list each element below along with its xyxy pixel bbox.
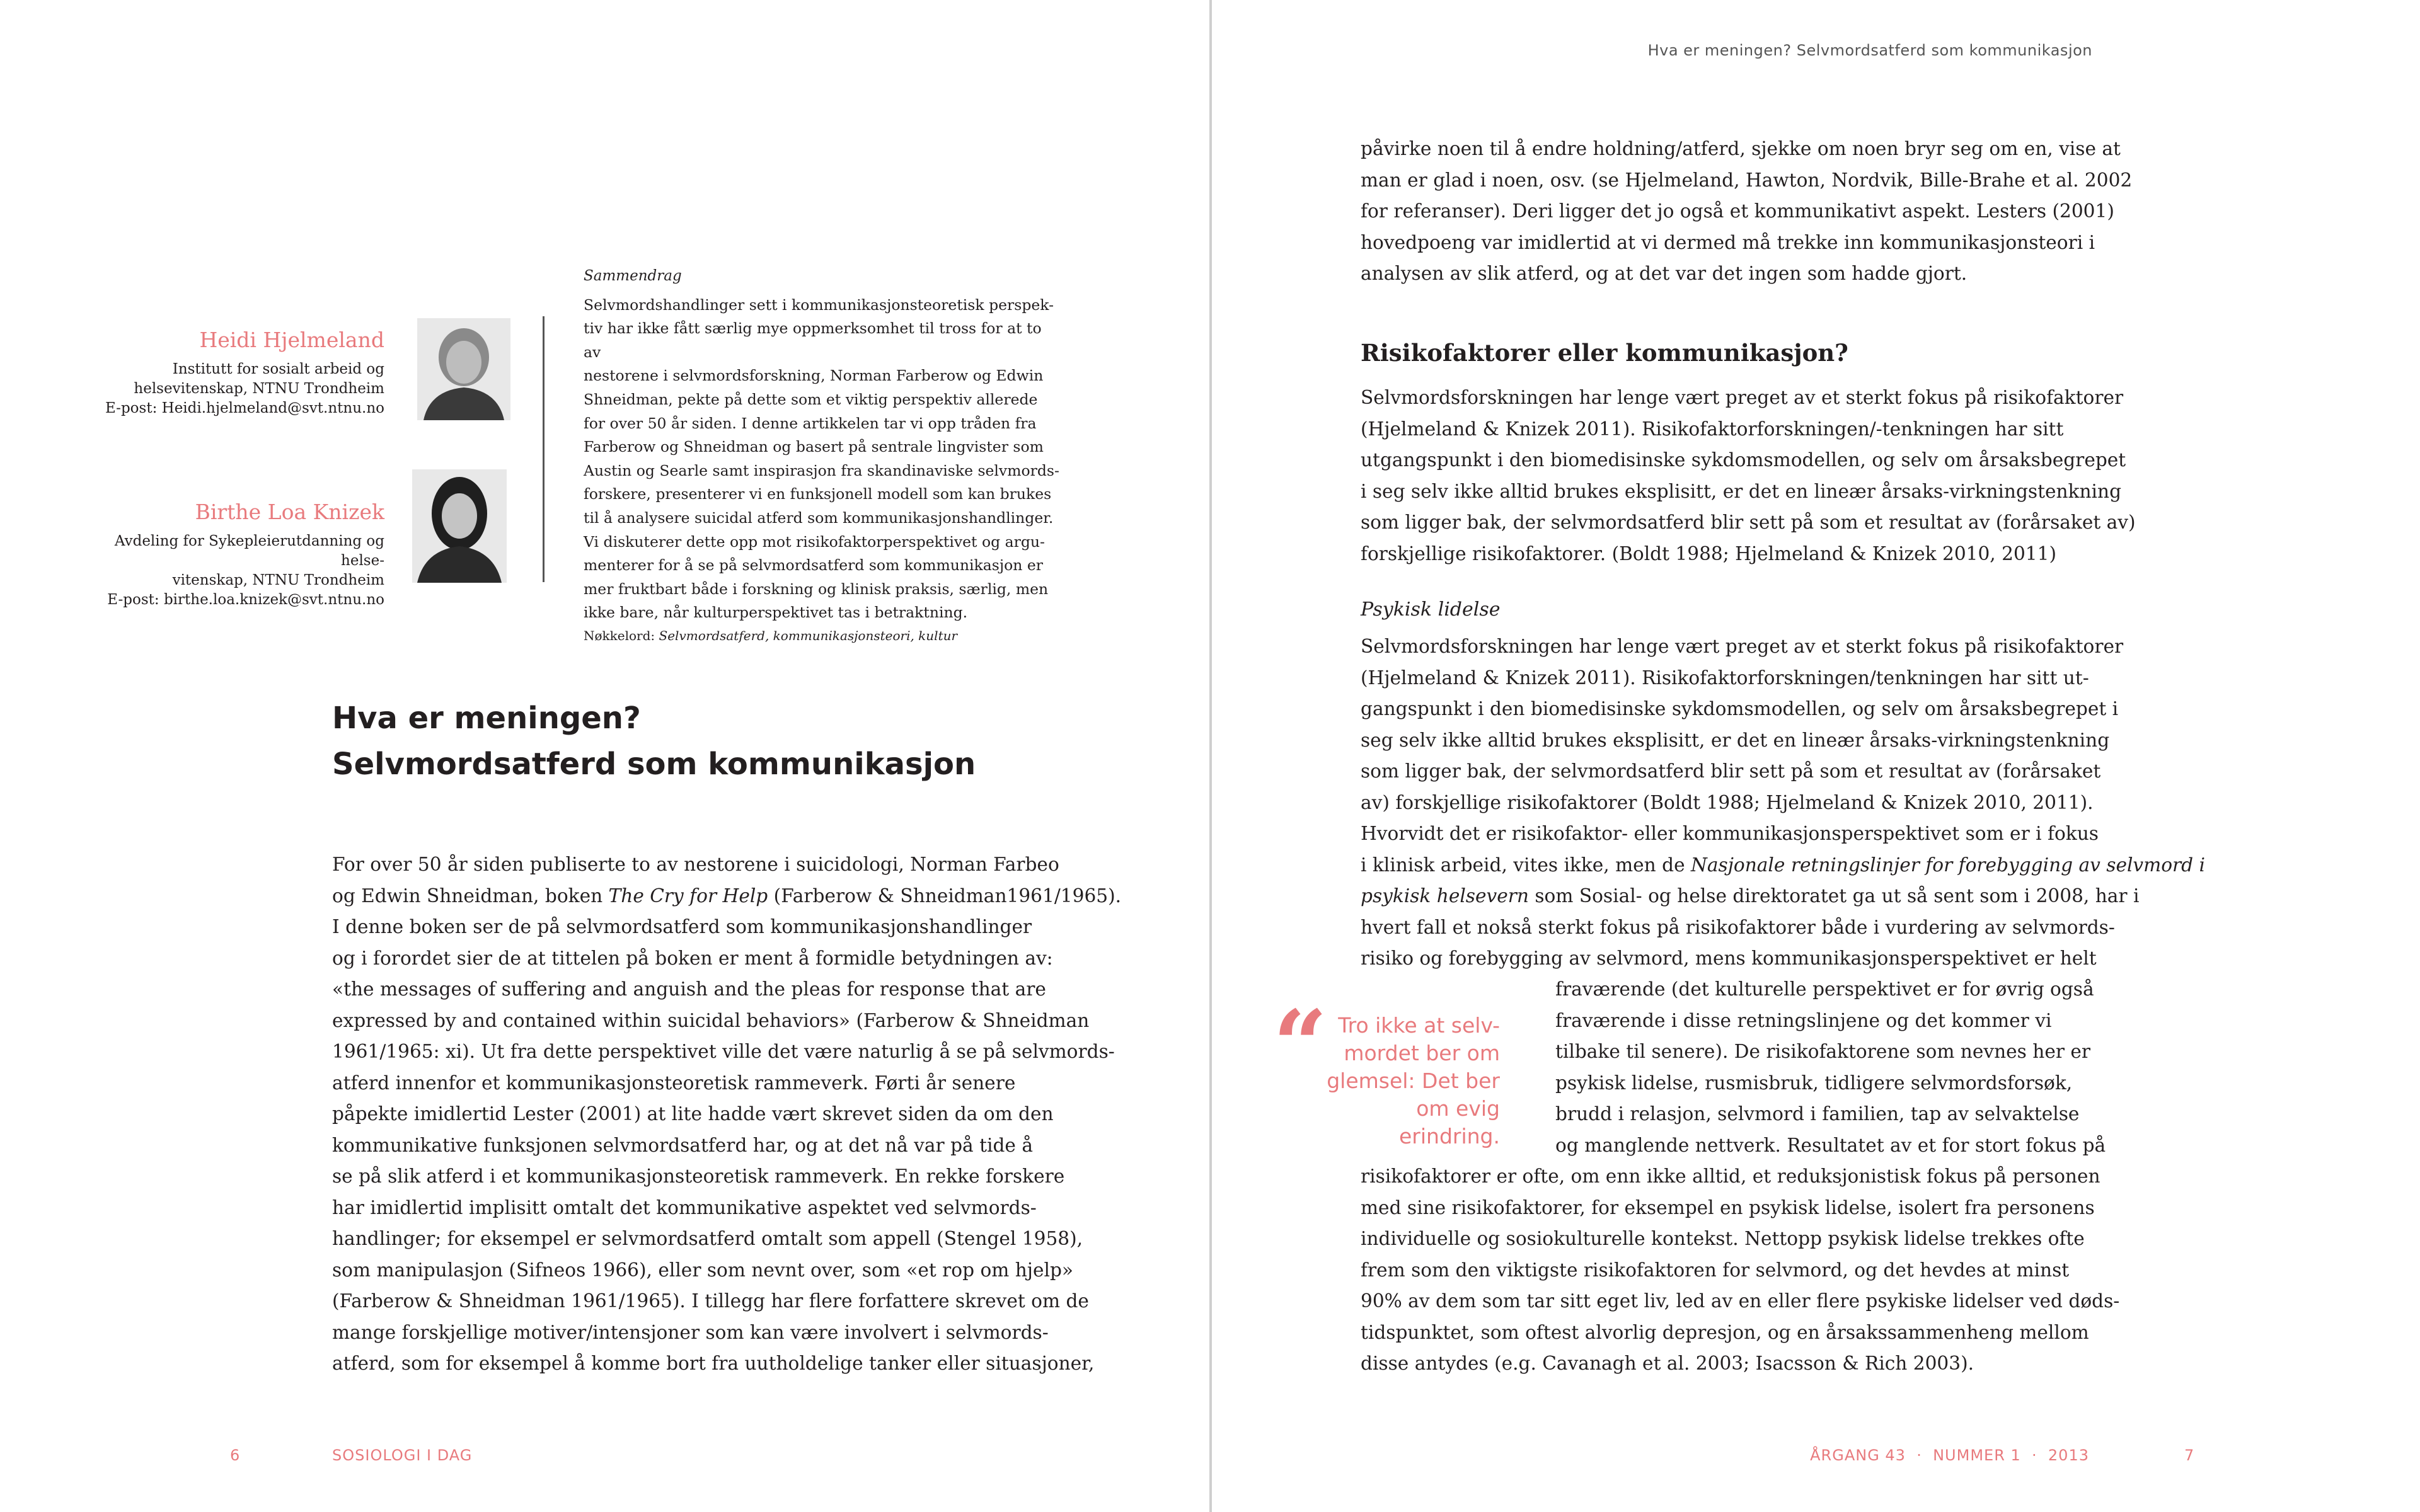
abstract-heading: Sammendrag — [584, 268, 682, 284]
abstract-line: tiv har ikke fått særlig mye oppmerksomhet til tross for at to av — [584, 319, 1042, 361]
text-line: for referanser). Deri ligger det jo også et kommunikativt aspekt. Lesters (2001) — [1361, 200, 2114, 222]
keywords — [584, 626, 1061, 645]
text-line: og i forordet sier de at tittelen på boken er ment å formidle betydningen av: — [332, 947, 1053, 969]
sub-heading: Psykisk lidelse — [1361, 598, 1501, 621]
text-line: frem som den viktigste risikofaktoren for selvmord, og det hevdes at minst — [1361, 1259, 2070, 1281]
author-block-2 — [69, 500, 384, 610]
sub-body-text — [1361, 631, 2205, 975]
issue-info: ÅRGANG 43 · NUMMER 1 · 2013 — [1810, 1446, 2089, 1464]
right-intro-text — [1361, 134, 2132, 290]
journal-name: SOSIOLOGI I DAG — [332, 1446, 473, 1464]
text-line: individuelle og sosiokulturelle kontekst. Nettopp psykisk lidelse trekkes ofte — [1361, 1228, 2085, 1249]
text-line: brudd i relasjon, selvmord i familien, tap av selvaktelse — [1555, 1103, 2080, 1125]
abstract-line: Austin og Searle samt inspirasjon fra skandinaviske selvmords- — [584, 461, 1059, 479]
abstract-body — [584, 294, 1061, 625]
pull-quote-text — [1311, 1012, 1500, 1150]
text-line: og manglende nettverk. Resultatet av et for stort fokus på — [1555, 1134, 2106, 1156]
text-line: og Edwin Shneidman, boken The Cry for Help (Farberow & Shneidman1961/1965). — [332, 885, 1122, 907]
author-email: E-post: birthe.loa.knizek@svt.ntnu.no — [107, 592, 384, 608]
text-line: For over 50 år siden publiserte to av nestorene i suicidologi, Norman Farbeo — [332, 854, 1059, 875]
text-line: psykisk lidelse, rusmisbruk, tidligere selvmordsforsøk, — [1555, 1072, 2073, 1094]
text-line: handlinger; for eksempel er selvmordsatferd omtalt som appell (Stengel 1958), — [332, 1228, 1083, 1249]
text-line: 90% av dem som tar sitt eget liv, led av en eller flere psykiske lidelser ved døds- — [1361, 1290, 2120, 1312]
abstract-line: Vi diskuterer dette opp mot risikofaktorperspektivet og argu- — [584, 532, 1045, 551]
text-line: atferd innenfor et kommunikasjonsteoretisk rammeverk. Førti år senere — [332, 1072, 1016, 1094]
author-affiliation: vitenskap, NTNU Trondheim — [172, 572, 384, 588]
pull-quote-line: Tro ikke at selv- — [1338, 1013, 1500, 1038]
sub-body-end-text — [1361, 1161, 2119, 1380]
text-line: påvirke noen til å endre holdning/atferd, sjekke om noen bryr seg om en, vise at — [1361, 138, 2121, 159]
text-line: (Hjelmeland & Knizek 2011). Risikofaktorforskningen/tenkningen har sitt ut- — [1361, 667, 2089, 689]
text-line: man er glad i noen, osv. (se Hjelmeland, Hawton, Nordvik, Bille-Brahe et al. 2002 — [1361, 169, 2133, 191]
article-title — [332, 696, 976, 788]
text-line: mange forskjellige motiver/intensjoner som kan være involvert i selvmords- — [332, 1321, 1049, 1343]
abstract-line: Selvmordshandlinger sett i kommunikasjonsteoretisk perspek- — [584, 295, 1054, 314]
text-line: Selvmordsforskningen har lenge vært preget av et sterkt fokus på risikofaktorer — [1361, 387, 2124, 408]
text-line: i klinisk arbeid, vites ikke, men de Nasjonale retningslinjer for forebygging av selvmord i — [1361, 854, 2205, 876]
author-email: E-post: Heidi.hjelmeland@svt.ntnu.no — [105, 400, 384, 416]
text-line: som manipulasjon (Sifneos 1966), eller som nevnt over, som «et rop om hjelp» — [332, 1259, 1074, 1281]
abstract-line: for over 50 år siden. I denne artikkelen tar vi opp tråden fra — [584, 414, 1037, 432]
title-line: Selvmordsatferd som kommunikasjon — [332, 747, 976, 782]
text-line: Selvmordsforskningen har lenge vært preget av et sterkt fokus på risikofaktorer — [1361, 636, 2124, 657]
text-line: hvert fall et nokså sterkt fokus på risikofaktorer både i vurdering av selvmords- — [1361, 916, 2115, 938]
text-line: I denne boken ser de på selvmordsatferd som kommunikasjonshandlinger — [332, 916, 1032, 937]
text-line: seg selv ikke alltid brukes eksplisitt, er det en lineær årsaks-virkningstenkning — [1361, 729, 2110, 751]
text-line: med sine risikofaktorer, for eksempel en psykisk lidelse, isolert fra personens — [1361, 1196, 2095, 1218]
text-line: Hvorvidt det er risikofaktor- eller kommunikasjonsperspektivet som er i fokus — [1361, 823, 2099, 844]
text-line: risiko og forebygging av selvmord, mens kommunikasjonsperspektivet er helt — [1361, 948, 2097, 969]
text-line: har imidlertid implisitt omtalt det kommunikative aspektet ved selvmords- — [332, 1196, 1037, 1218]
text-line: analysen av slik atferd, og at det var det ingen som hadde gjort. — [1361, 263, 1968, 284]
text-line: forskjellige risikofaktorer. (Boldt 1988; Hjelmeland & Knizek 2010, 2011) — [1361, 542, 2056, 564]
keywords-label: Nøkkelord: — [584, 627, 659, 643]
text-line: expressed by and contained within suicidal behaviors» (Farberow & Shneidman — [332, 1009, 1090, 1031]
pull-quote-line: glemsel: Det ber — [1327, 1068, 1500, 1093]
running-head: Hva er meningen? Selvmordsatferd som kommunikasjon — [1647, 42, 2092, 59]
text-line: se på slik atferd i et kommunikasjonsteoretisk rammeverk. En rekke forskere — [332, 1166, 1065, 1187]
author-affiliation: Institutt for sosialt arbeid og — [172, 361, 384, 377]
text-line: som ligger bak, der selvmordsatferd blir sett på som et resultat av (forårsaket — [1361, 760, 2101, 782]
abstract-line: menterer for å se på selvmordsatferd som kommunikasjon er — [584, 556, 1044, 575]
text-line: av) forskjellige risikofaktorer (Boldt 1988; Hjelmeland & Knizek 2010, 2011). — [1361, 791, 2094, 813]
abstract-line: mer fruktbart både i forskning og klinisk praksis, særlig, men — [584, 580, 1049, 598]
keywords-list: Selvmordsatferd, kommunikasjonsteori, kultur — [659, 627, 958, 643]
text-line: kommunikative funksjonen selvmordsatferd har, og at det nå var på tide å — [332, 1134, 1033, 1156]
abstract-line: forskere, presenterer vi en funksjonell modell som kan brukes — [584, 485, 1052, 503]
text-line: tidspunktet, som oftest alvorlig depresjon, og en årsakssammenheng mellom — [1361, 1321, 2089, 1343]
quote-mark-icon: “ — [1273, 990, 1328, 1101]
text-line: psykisk helsevern som Sosial- og helse direktoratet ga ut så sent som i 2008, har i — [1361, 885, 2140, 907]
text-line: utgangspunkt i den biomedisinske sykdomsmodellen, og selv om årsaksbegrepet — [1361, 449, 2126, 471]
author-affiliation: helsevitenskap, NTNU Trondheim — [134, 381, 384, 397]
text-line: atferd, som for eksempel å komme bort fra uutholdelige tanker eller situasjoner, — [332, 1353, 1095, 1374]
summary-rule — [543, 316, 544, 582]
text-line: gangspunkt i den biomedisinske sykdomsmodellen, og selv om årsaksbegrepet i — [1361, 698, 2119, 719]
text-line: hovedpoeng var imidlertid at vi dermed må trekke inn kommunikasjonsteori i — [1361, 231, 2095, 253]
page-gutter-divider — [1209, 0, 1212, 1512]
abstract-line: Shneidman, pekte på dette som et viktig perspektiv allerede — [584, 390, 1038, 408]
text-line: (Farberow & Shneidman 1961/1965). I tillegg har flere forfattere skrevet om de — [332, 1290, 1089, 1312]
author-name: Heidi Hjelmeland — [199, 328, 384, 352]
sub-body-indented-text — [1555, 974, 2106, 1161]
text-line: fraværende (det kulturelle perspektivet er for øvrig også — [1555, 978, 2094, 1000]
abstract-line: til å analysere suicidal atferd som kommunikasjonshandlinger. — [584, 508, 1054, 527]
text-line: «the messages of suffering and anguish and the pleas for response that are — [332, 978, 1046, 1000]
text-line: (Hjelmeland & Knizek 2011). Risikofaktorforskningen/-tenkningen har sitt — [1361, 418, 2064, 440]
text-line: påpekte imidlertid Lester (2001) at lite hadde vært skrevet siden da om den — [332, 1103, 1054, 1125]
pull-quote-line: om evig erindring. — [1399, 1096, 1500, 1148]
author-photo-icon — [412, 469, 507, 583]
author-affiliation: Avdeling for Sykepleierutdanning og helse- — [114, 533, 384, 569]
abstract-line: ikke bare, når kulturperspektivet tas i betraktning. — [584, 604, 968, 622]
text-line: disse antydes (e.g. Cavanagh et al. 2003; Isacsson & Rich 2003). — [1361, 1353, 1974, 1374]
page-number-left: 6 — [230, 1446, 241, 1464]
title-line: Hva er meningen? — [332, 701, 641, 736]
abstract-line: Farberow og Shneidman og basert på sentrale lingvister som — [584, 438, 1044, 456]
text-line: 1961/1965: xi). Ut fra dette perspektivet ville det være naturlig å se på selvmords- — [332, 1041, 1115, 1062]
section-body-text — [1361, 382, 2136, 570]
pull-quote — [1273, 990, 1506, 1148]
author-photo-icon — [417, 318, 510, 420]
text-line: tilbake til senere). De risikofaktorene som nevnes her er — [1555, 1041, 2091, 1062]
left-body-text — [332, 849, 1121, 1380]
text-line: som ligger bak, der selvmordsatferd blir sett på som et resultat av (forårsaket av) — [1361, 512, 2136, 533]
pull-quote-line: mordet ber om — [1344, 1041, 1500, 1065]
author-block-1 — [69, 328, 384, 418]
text-line: risikofaktorer er ofte, om enn ikke alltid, et reduksjonistisk fokus på personen — [1361, 1166, 2100, 1187]
author-name: Birthe Loa Knizek — [195, 500, 384, 524]
text-line: fraværende i disse retningslinjene og det kommer vi — [1555, 1009, 2052, 1031]
abstract-line: nestorene i selvmordsforskning, Norman Farberow og Edwin — [584, 367, 1044, 385]
section-heading: Risikofaktorer eller kommunikasjon? — [1361, 339, 1848, 367]
text-line: i seg selv ikke alltid brukes eksplisitt, er det en lineær årsaks-virkningstenkning — [1361, 480, 2122, 502]
abstract — [584, 265, 1061, 645]
page-number-right: 7 — [2184, 1446, 2195, 1464]
